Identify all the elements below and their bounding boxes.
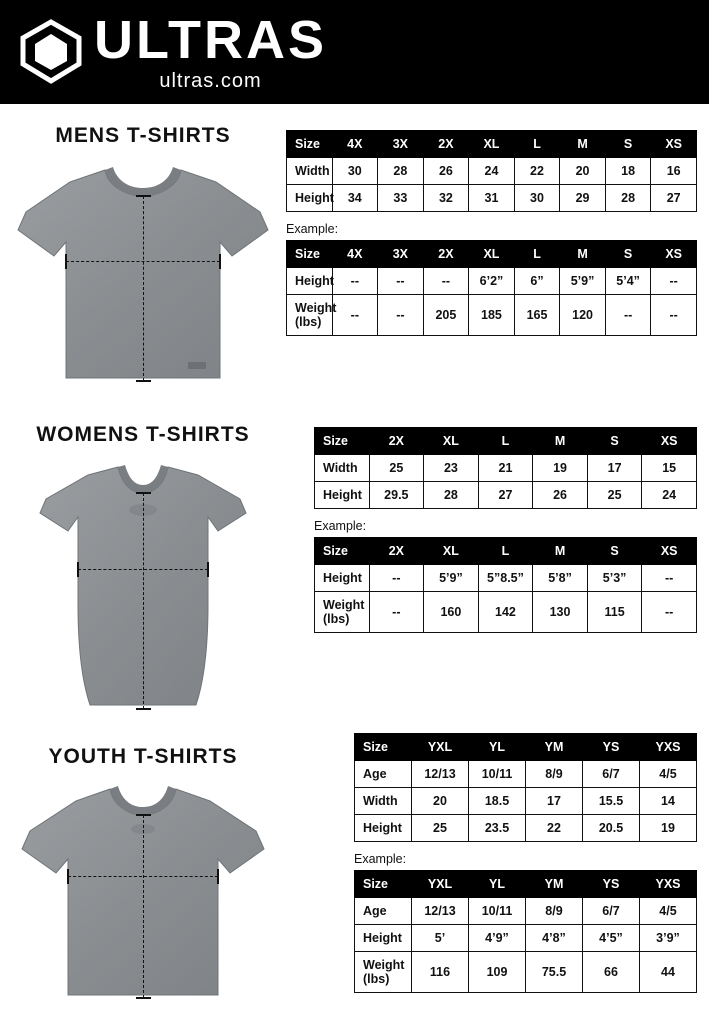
col-header: L: [478, 538, 533, 565]
cell: --: [423, 268, 469, 295]
col-header: 2X: [423, 131, 469, 158]
cell: 19: [640, 815, 697, 842]
youth-illustration-column: [0, 725, 286, 1017]
cell: 18: [605, 158, 651, 185]
mens-example-table: [286, 240, 697, 336]
cell: 20.5: [583, 815, 640, 842]
womens-example-label: Example:: [314, 519, 367, 533]
row-label: Height: [355, 815, 412, 842]
cell: --: [378, 295, 424, 336]
cell: 130: [533, 592, 588, 633]
table-row: [355, 788, 697, 815]
cell: 4/5: [640, 761, 697, 788]
mens-size-table-wrap: [286, 130, 697, 212]
cell: 25: [412, 815, 469, 842]
mens-illustration-column: [0, 104, 286, 401]
cell: 22: [514, 158, 560, 185]
cell: 5’8”: [533, 565, 588, 592]
section-title-womens: WOMENS T-SHIRTS: [36, 423, 250, 446]
row-label: Weight (lbs): [315, 592, 370, 633]
cell: 12/13: [412, 761, 469, 788]
cell: 5”8.5”: [478, 565, 533, 592]
table-header-row: [287, 131, 697, 158]
cell: 28: [378, 158, 424, 185]
table-row: [315, 455, 697, 482]
col-header: XL: [469, 131, 515, 158]
cell: 30: [514, 185, 560, 212]
table-row: [315, 482, 697, 509]
row-label: Width: [355, 788, 412, 815]
cell: 4’5”: [583, 925, 640, 952]
col-header: M: [533, 538, 588, 565]
cell: 44: [640, 952, 697, 993]
womens-illustration-column: [0, 403, 286, 725]
cell: 25: [587, 482, 642, 509]
cell: 185: [469, 295, 515, 336]
cell: 28: [605, 185, 651, 212]
table-header-row: [315, 538, 697, 565]
cell: 6’2”: [469, 268, 515, 295]
col-header: 4X: [332, 241, 378, 268]
cell: 6/7: [583, 761, 640, 788]
cell: 24: [469, 158, 515, 185]
cell: 8/9: [526, 898, 583, 925]
col-header: L: [514, 241, 560, 268]
row-label: Height: [287, 185, 333, 212]
row-label: Width: [287, 158, 333, 185]
cell: 19: [533, 455, 588, 482]
cell: 160: [424, 592, 479, 633]
col-header: YXS: [640, 871, 697, 898]
col-header: Size: [355, 734, 412, 761]
col-header: 2X: [369, 428, 424, 455]
table-row: [355, 761, 697, 788]
cell: 165: [514, 295, 560, 336]
cell: 27: [478, 482, 533, 509]
col-header: XL: [469, 241, 515, 268]
cell: --: [642, 592, 697, 633]
cell: 17: [587, 455, 642, 482]
col-header: XS: [642, 538, 697, 565]
pentagon-shield-icon: [18, 19, 84, 85]
youth-size-table: [354, 733, 697, 842]
cell: 30: [332, 158, 378, 185]
cell: 23: [424, 455, 479, 482]
col-header: YS: [583, 871, 640, 898]
cell: 32: [423, 185, 469, 212]
page-header: [0, 0, 709, 104]
row-label: Age: [355, 898, 412, 925]
cell: 29: [560, 185, 606, 212]
section-title-mens: MENS T-SHIRTS: [55, 124, 231, 147]
table-header-row: [355, 734, 697, 761]
cell: 23.5: [469, 815, 526, 842]
section-title-youth: YOUTH T-SHIRTS: [48, 745, 238, 768]
table-row: [355, 898, 697, 925]
table-header-row: [287, 241, 697, 268]
cell: 205: [423, 295, 469, 336]
col-header: XS: [651, 241, 697, 268]
table-row: [355, 952, 697, 993]
cell: 4/5: [640, 898, 697, 925]
cell: 4’9”: [469, 925, 526, 952]
womens-size-table-wrap: [314, 427, 697, 509]
col-header: YXL: [412, 734, 469, 761]
cell: 6”: [514, 268, 560, 295]
table-row: [287, 295, 697, 336]
cell: 25: [369, 455, 424, 482]
cell: 34: [332, 185, 378, 212]
cell: 3’9”: [640, 925, 697, 952]
col-header: Size: [355, 871, 412, 898]
cell: 33: [378, 185, 424, 212]
table-header-row: [315, 428, 697, 455]
cell: 17: [526, 788, 583, 815]
table-header-row: [355, 871, 697, 898]
table-row: [287, 185, 697, 212]
row-label: Height: [315, 565, 370, 592]
cell: 28: [424, 482, 479, 509]
mens-example-label: Example:: [286, 222, 339, 236]
col-header: M: [560, 131, 606, 158]
col-header: XS: [651, 131, 697, 158]
row-label: Height: [287, 268, 333, 295]
col-header: L: [514, 131, 560, 158]
col-header: 3X: [378, 131, 424, 158]
cell: --: [642, 565, 697, 592]
cell: 29.5: [369, 482, 424, 509]
womens-tshirt-illustration: [10, 455, 276, 725]
col-header: 4X: [332, 131, 378, 158]
cell: 12/13: [412, 898, 469, 925]
mens-size-table: [286, 130, 697, 212]
row-label: Weight (lbs): [287, 295, 333, 336]
cell: 24: [642, 482, 697, 509]
col-header: YL: [469, 871, 526, 898]
cell: 6/7: [583, 898, 640, 925]
col-header: S: [587, 428, 642, 455]
youth-example-label: Example:: [354, 852, 407, 866]
table-row: [315, 592, 697, 633]
col-header: XL: [424, 538, 479, 565]
cell: 75.5: [526, 952, 583, 993]
cell: 116: [412, 952, 469, 993]
section-mens: [0, 104, 709, 401]
col-header: YL: [469, 734, 526, 761]
cell: --: [651, 295, 697, 336]
col-header: S: [605, 241, 651, 268]
youth-tables-column: [286, 725, 709, 1017]
col-header: YM: [526, 871, 583, 898]
cell: 22: [526, 815, 583, 842]
cell: --: [369, 592, 424, 633]
cell: 10/11: [469, 898, 526, 925]
cell: 18.5: [469, 788, 526, 815]
cell: 5’9”: [424, 565, 479, 592]
womens-size-table: [314, 427, 697, 509]
cell: 20: [412, 788, 469, 815]
row-label: Age: [355, 761, 412, 788]
youth-tshirt-illustration: [10, 777, 276, 1017]
womens-example-table-wrap: [314, 537, 697, 633]
col-header: YM: [526, 734, 583, 761]
cell: 15: [642, 455, 697, 482]
table-row: [355, 815, 697, 842]
cell: --: [378, 268, 424, 295]
cell: 26: [533, 482, 588, 509]
col-header: 2X: [423, 241, 469, 268]
section-youth: [0, 725, 709, 1017]
youth-size-table-wrap: [354, 733, 697, 842]
brand-name: ULTRAS: [94, 10, 327, 70]
mens-example-table-wrap: [286, 240, 697, 336]
cell: 5’: [412, 925, 469, 952]
mens-tshirt-illustration: [10, 156, 276, 401]
cell: 15.5: [583, 788, 640, 815]
cell: 10/11: [469, 761, 526, 788]
brand-website: ultras.com: [159, 70, 262, 92]
table-row: [355, 925, 697, 952]
cell: 8/9: [526, 761, 583, 788]
col-header: Size: [315, 428, 370, 455]
cell: 31: [469, 185, 515, 212]
cell: 4’8”: [526, 925, 583, 952]
row-label: Width: [315, 455, 370, 482]
col-header: M: [533, 428, 588, 455]
col-header: Size: [287, 241, 333, 268]
womens-example-table: [314, 537, 697, 633]
cell: 66: [583, 952, 640, 993]
row-label: Weight (lbs): [355, 952, 412, 993]
row-label: Height: [355, 925, 412, 952]
table-row: [287, 158, 697, 185]
cell: 120: [560, 295, 606, 336]
youth-example-table-wrap: [354, 870, 697, 993]
cell: 21: [478, 455, 533, 482]
cell: 26: [423, 158, 469, 185]
col-header: 3X: [378, 241, 424, 268]
womens-tables-column: [286, 403, 709, 725]
col-header: M: [560, 241, 606, 268]
cell: 5’9”: [560, 268, 606, 295]
row-label: Height: [315, 482, 370, 509]
cell: 14: [640, 788, 697, 815]
cell: 5’4”: [605, 268, 651, 295]
col-header: L: [478, 428, 533, 455]
cell: 142: [478, 592, 533, 633]
size-chart-sheet: [0, 104, 709, 1017]
col-header: 2X: [369, 538, 424, 565]
col-header: XS: [642, 428, 697, 455]
youth-example-table: [354, 870, 697, 993]
cell: 27: [651, 185, 697, 212]
col-header: S: [605, 131, 651, 158]
col-header: XL: [424, 428, 479, 455]
cell: --: [605, 295, 651, 336]
col-header: YXS: [640, 734, 697, 761]
section-womens: [0, 403, 709, 725]
cell: --: [332, 268, 378, 295]
cell: 20: [560, 158, 606, 185]
cell: 16: [651, 158, 697, 185]
mens-tables-column: [286, 104, 709, 401]
col-header: YXL: [412, 871, 469, 898]
cell: 109: [469, 952, 526, 993]
cell: 115: [587, 592, 642, 633]
cell: --: [332, 295, 378, 336]
col-header: S: [587, 538, 642, 565]
cell: --: [369, 565, 424, 592]
cell: 5’3”: [587, 565, 642, 592]
col-header: Size: [287, 131, 333, 158]
table-row: [287, 268, 697, 295]
col-header: Size: [315, 538, 370, 565]
table-row: [315, 565, 697, 592]
cell: --: [651, 268, 697, 295]
col-header: YS: [583, 734, 640, 761]
